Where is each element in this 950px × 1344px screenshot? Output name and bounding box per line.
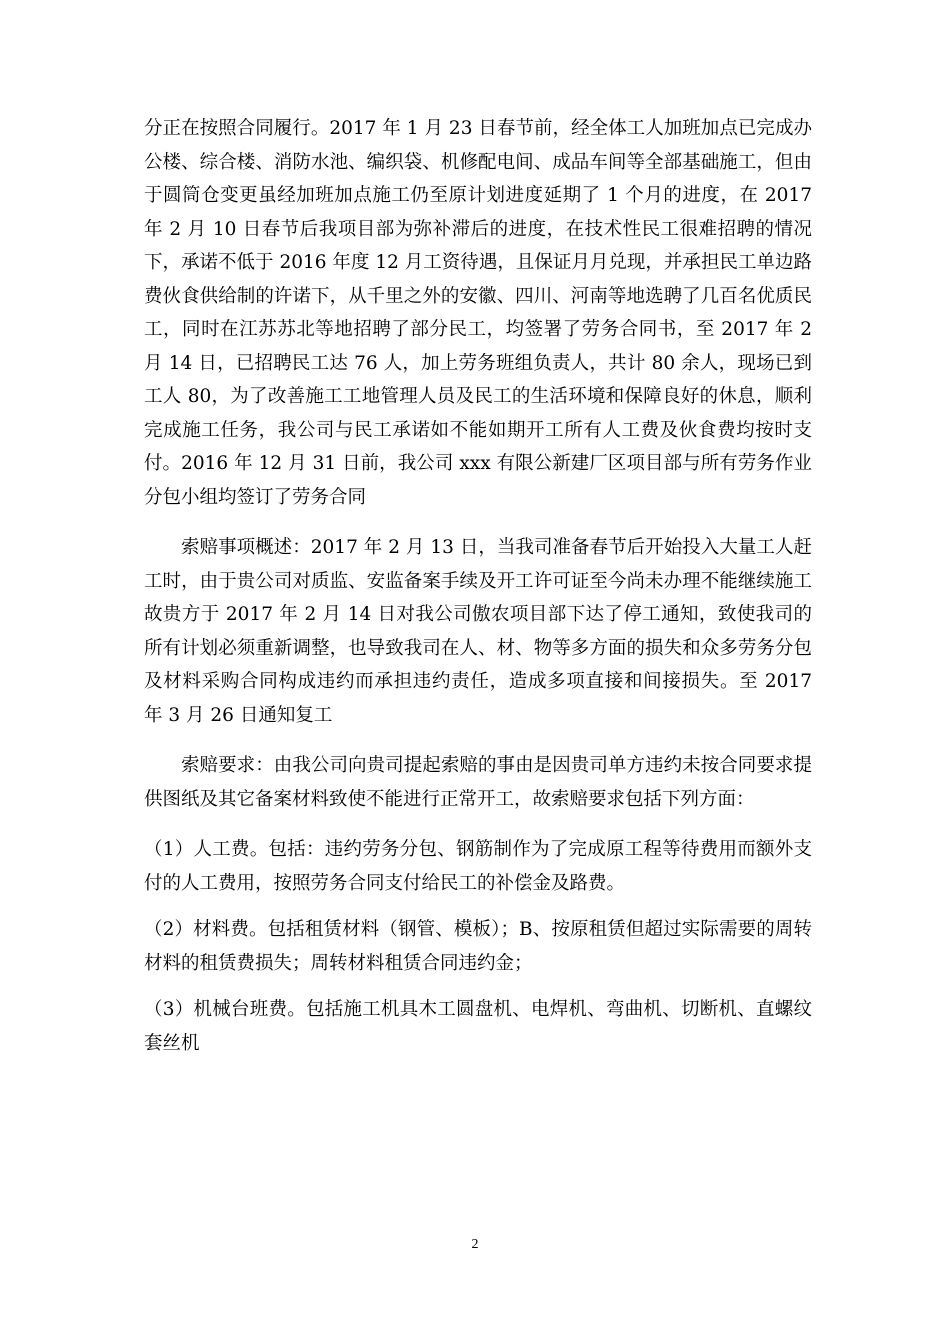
- paragraph-labor-cost: （1）人工费。包括：违约劳务分包、钢筋制作为了完成原工程等待费用而额外支付的人工费用，按照劳务合同支付给民工的补偿金及路费。: [144, 839, 812, 894]
- page-number: 2: [471, 1237, 479, 1252]
- paragraph-material-cost: （2）材料费。包括租赁材料（钢管、模板）；B、按原租赁但超过实际需要的周转材料的租赁费损失；周转材料租赁合同违约金；: [144, 919, 812, 974]
- paragraph-project-progress: 分正在按照合同履行。2017 年 1 月 23 日春节前，经全体工人加班加点已完成办公楼、综合楼、消防水池、编织袋、机修配电间、成品车间等全部基础施工，但由于圆筒仓变更虽经加班加点施工仍至原计划进度延期了 1 个月的进度，在 2017 年 2 月 10 日春节后我项目部为弥补滞后的进度，在技术性民工很难招聘的情况下，承诺不低于 2016 年度 12 月工资待遇，且保证月月兑现，并承担民工单边路费伙食供给制的许诺下，从千里之外的安徽、四川、河南等地选聘了几百名优质民工，同时在江苏苏北等地招聘了部分民工，均签署了劳务合同书，至 2017 年 2 月 14 日，已招聘民工达 76 人，加上劳务班组负责人，共计 80 余人，现场已到工人 80，为了改善施工工地管理人员及民工的生活环境和保障良好的休息，顺利完成施工任务，我公司与民工承诺如不能如期开工所有人工费及伙食费均按时支付。2016 年 12 月 31 日前，我公司 xxx 有限公新建厂区项目部与所有劳务作业分包小组均签订了劳务合同: [144, 118, 812, 508]
- document-body: [144, 112, 812, 1060]
- paragraph-machinery-cost: （3）机械台班费。包括施工机具木工圆盘机、电焊机、弯曲机、切断机、直螺纹套丝机: [144, 999, 812, 1054]
- paragraph-claim-requirements: 索赔要求：由我公司向贵司提起索赔的事由是因贵司单方违约未按合同要求提供图纸及其它备案材料致使不能进行正常开工，故索赔要求包括下列方面：: [144, 755, 812, 810]
- paragraph-claim-overview: 索赔事项概述：2017 年 2 月 13 日，当我司准备春节后开始投入大量工人赶工时，由于贵公司对质监、安监备案手续及开工许可证至今尚未办理不能继续施工故贵方于 2017 年 2 月 14 日对我公司傲农项目部下达了停工通知，致使我司的所有计划必须重新调整，也导致我司在人、材、物等多方面的损失和众多劳务分包及材料采购合同构成违约而承担违约责任，造成多项直接和间接损失。至 2017 年 3 月 26 日通知复工: [144, 537, 812, 726]
